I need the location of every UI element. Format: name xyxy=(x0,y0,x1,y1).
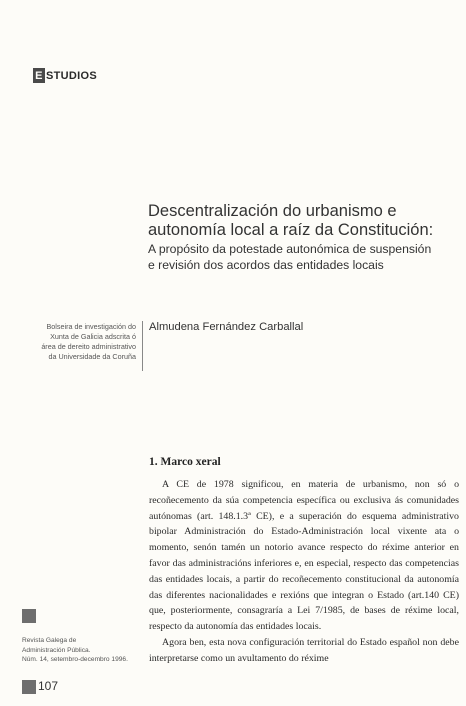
section-label xyxy=(33,68,97,83)
paragraph xyxy=(149,635,459,667)
journal-reference xyxy=(22,636,147,665)
subtitle-line: e revisión dos acordos das entidades locais xyxy=(148,258,384,272)
affiliation-divider xyxy=(142,321,143,371)
page-number: 107 xyxy=(38,679,59,693)
text-line: comunidades autónomas (art. 148.1.3ª CE), e a superación do xyxy=(149,494,459,522)
affiliation-line: Bolseira de investigación do xyxy=(46,322,136,331)
section-heading: 1. Marco xeral xyxy=(149,456,221,468)
text-line: Agora ben, esta nova configuración territorial do Estado es xyxy=(162,636,398,648)
text-line: entidades locais, a partir do recoñecemento constitucional da xyxy=(165,573,418,585)
text-line: ministración local vixente ata o momento, senón tamén un no xyxy=(149,526,460,554)
text-line: tidades locais. xyxy=(265,621,322,633)
journal-line: Núm. 14, setembro-decembro 1996. xyxy=(22,656,128,663)
journal-line: Revista Galega de xyxy=(22,637,77,644)
affiliation-line: da Universidade da Coruña xyxy=(48,352,136,361)
author-name: Almudena Fernández Carballal xyxy=(149,321,304,333)
text-line: A CE de 1978 significou, en materia de urbanismo, non só xyxy=(162,479,455,490)
text-line: pañol non debe interpretarse como un avultamento do réxime xyxy=(149,636,459,664)
text-line: autonomía das diferentes nacionalidades e rexións que integran xyxy=(149,573,459,601)
author-affiliation xyxy=(18,322,136,362)
article-subtitle xyxy=(148,241,448,273)
text-line: o Estado (art.140 CE) que, posteriormente, consagraría a Lei xyxy=(149,589,459,617)
journal-line: Administración Pública. xyxy=(22,646,91,654)
text-line: tracións inferiores e, en especial, respecto das competencias das xyxy=(149,557,459,585)
page-number-square-marker xyxy=(22,680,36,694)
body-text xyxy=(149,477,459,667)
title-line: autonomía local a raíz da Constitución: xyxy=(148,221,434,239)
subtitle-line: A propósito da potestade autonómica de suspensión xyxy=(148,242,432,256)
text-line: 7/1985, de bases de réxime local, respecto da autonomía das en xyxy=(149,605,459,633)
text-line: o recoñecemento da súa competencia específica ou exclusiva ás xyxy=(149,479,459,506)
article-title xyxy=(148,202,448,240)
section-label-initial: E xyxy=(33,68,45,83)
text-line: esquema administrativo bipolar Administración do Estado-Ad xyxy=(149,510,459,538)
section-label-rest: STUDIOS xyxy=(46,69,97,82)
paragraph xyxy=(149,477,459,635)
affiliation-line: área de dereito administrativo xyxy=(41,342,136,351)
affiliation-line: Xunta de Galicia adscrita ó xyxy=(50,332,136,341)
text-line: torio avance respecto do réxime anterior en favor das adminis xyxy=(149,542,459,569)
title-line: Descentralización do urbanismo e xyxy=(148,202,397,220)
margin-square-marker xyxy=(22,609,36,623)
